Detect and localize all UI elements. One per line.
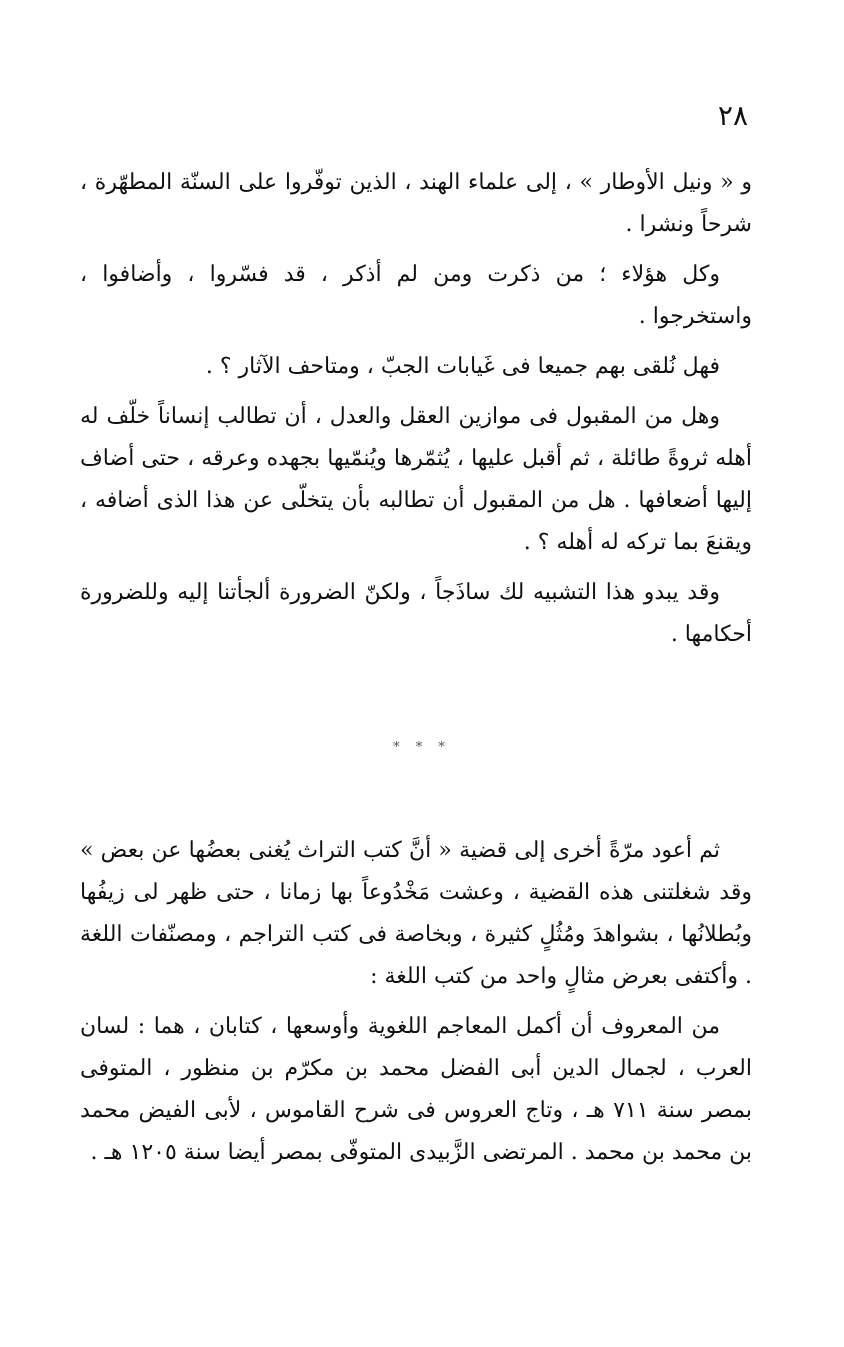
section-two	[80, 830, 752, 1182]
paragraph-1: و « ونيل الأوطار » ، إلى علماء الهند ، الذين توفّروا على السنّة المطهّرة ، شرحاً ونشرا .	[80, 170, 752, 237]
section-one	[80, 162, 752, 664]
paragraph-7: من المعروف أن أكمل المعاجم اللغوية وأوسعها ، كتابان ، هما : لسان العرب ، لجمال الدين أبى الفضل محمد بن مكرّم بن منظور ، المتوفى بمصر سنة ٧١١ هـ ، وتاج العروس فى شرح القاموس ، لأبى الفيض محمد بن محمد بن محمد . المرتضى الزَّبيدى المتوفّى بمصر أيضا سنة ١٢٠٥ هـ .	[80, 1014, 752, 1165]
section-separator: * * *	[393, 740, 451, 755]
paragraph-5: وقد يبدو هذا التشبيه لك ساذَجاً ، ولكنّ الضرورة ألجأتنا إليه وللضرورة أحكامها .	[80, 580, 752, 647]
paragraph-4: وهل من المقبول فى موازين العقل والعدل ، أن تطالب إنساناً خلّف له أهله ثروةً طائلة ، ثم أقبل عليها ، يُثمّرها ويُنمّيها بجهده وعرقه ، حتى أضاف إليها أضعافها . هل من المقبول أن تطالبه بأن يتخلّى عن هذا الذى أضافه ، ويقنعَ بما تركه له أهله ؟ .	[80, 404, 752, 555]
paragraph-6: ثم أعود مرّةً أخرى إلى قضية « أنَّ كتب التراث يُغنى بعضُها عن بعض » وقد شغلتنى هذه القضية ، وعشت مَخْدُوعاً بها زمانا ، حتى ظهر لى زيفُها وبُطلانُها ، بشواهدَ ومُثُلٍ كثيرة ، وبخاصة فى كتب التراجم ، ومصنّفات اللغة . وأكتفى بعرض مثالٍ واحد من كتب اللغة :	[80, 838, 752, 989]
page-number: ٢٨	[717, 99, 748, 132]
paragraph-3: فهل نُلقى بهم جميعا فى غَيابات الجبّ ، ومتاحف الآثار ؟ .	[205, 354, 720, 379]
paragraph-2: وكل هؤلاء ؛ من ذكرت ومن لم أذكر ، قد فسّروا ، وأضافوا ، واستخرجوا .	[80, 262, 752, 329]
